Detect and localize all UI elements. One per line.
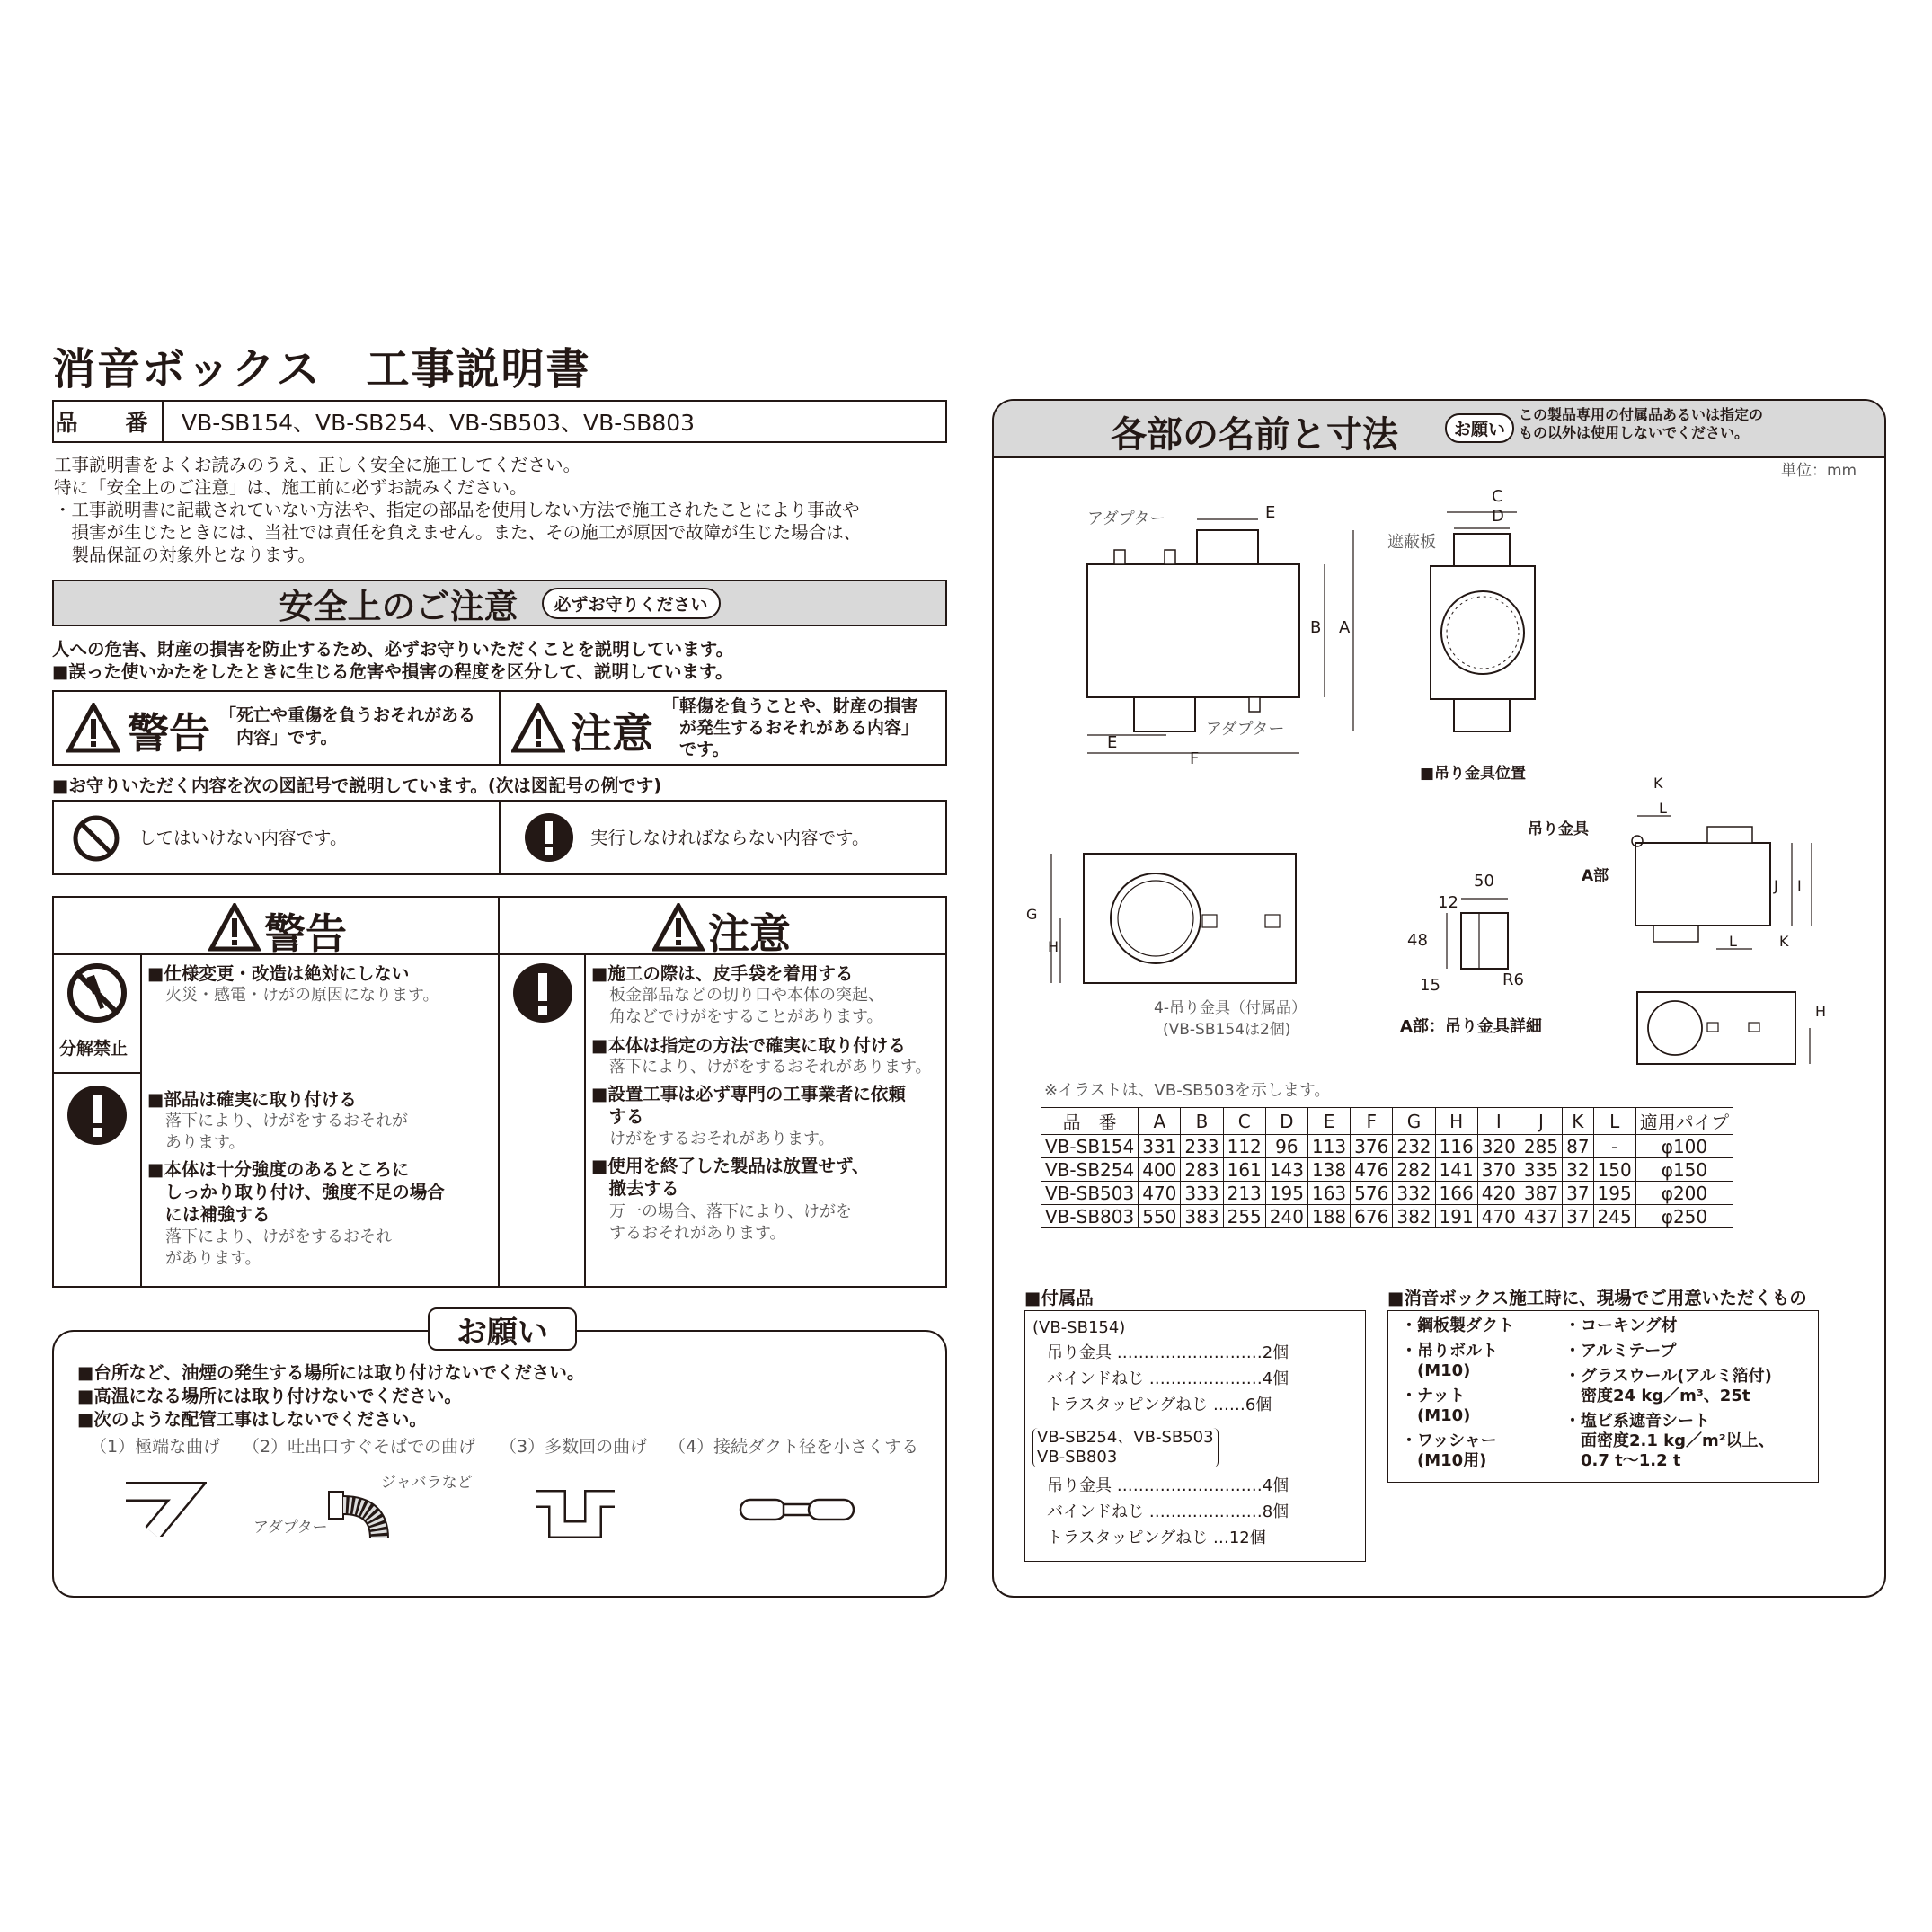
dim-f: F — [1190, 749, 1200, 768]
dim-e-bottom: E — [1107, 733, 1118, 752]
caution-2-desc: 落下により、けがをするおそれがあります。 — [609, 1058, 932, 1077]
adapter-label: アダプター — [253, 1519, 328, 1537]
dim-k-bottom: K — [1779, 933, 1789, 950]
warning-2-desc: 落下により、けがをするおそれが あります。 — [165, 1112, 408, 1152]
table-cell: 255 — [1223, 1205, 1265, 1228]
mandatory-desc: 実行しなければならない内容です。 — [590, 828, 870, 848]
table-cell: 333 — [1181, 1182, 1223, 1205]
warning-head — [54, 898, 500, 958]
mandatory-icon — [512, 962, 573, 1024]
warning-legend — [54, 692, 501, 764]
intro-text — [54, 454, 861, 566]
shield-label: 遮蔽板 — [1387, 533, 1436, 552]
a-part-label: A部 — [1582, 867, 1609, 885]
table-cell: 240 — [1265, 1205, 1307, 1228]
caution-legend-label: 注意 — [571, 709, 653, 758]
accessory-item: 吊り金具 ………………………4個 — [1047, 1476, 1289, 1495]
table-cell: 166 — [1435, 1182, 1477, 1205]
safety-line-2: ■誤った使いかたをしたときに生じる危害や損害の程度を区分して、説明しています。 — [52, 661, 733, 682]
safety-heading-bar — [52, 580, 947, 626]
table-cell: 470 — [1139, 1182, 1181, 1205]
table-header-cell: F — [1351, 1108, 1393, 1135]
table-cell: 382 — [1393, 1205, 1435, 1228]
table-header-row — [1041, 1108, 1733, 1135]
caution-3-title: ■設置工事は必ず専門の工事業者に依頼 する — [591, 1084, 906, 1127]
table-cell: 285 — [1520, 1135, 1562, 1158]
dim-i: I — [1797, 877, 1802, 894]
accessory-item: バインドねじ …………………8個 — [1047, 1502, 1289, 1521]
table-header-cell: C — [1223, 1108, 1265, 1135]
illustration-note: ※イラストは、VB-SB503を示します。 — [1044, 1081, 1331, 1100]
table-header-cell: B — [1181, 1108, 1223, 1135]
onsite-box — [1387, 1310, 1819, 1483]
dim-d: D — [1492, 507, 1504, 526]
table-cell: 232 — [1393, 1135, 1435, 1158]
table-cell: φ200 — [1635, 1182, 1733, 1205]
table-cell: 400 — [1139, 1158, 1181, 1182]
table-cell: 550 — [1139, 1205, 1181, 1228]
reduced-duct-illustration — [739, 1497, 855, 1524]
caution-legend-desc: 「軽傷を負うことや、財産の損害 が発生するおそれがある内容」 です。 — [662, 696, 919, 759]
onsite-item: ・グラスウール(アルミ箔付) 密度24 kg／m³、25t — [1564, 1367, 1772, 1405]
warning-caution-table — [52, 896, 947, 1288]
accessory-item: トラスタッピングねじ …12個 — [1047, 1529, 1266, 1547]
table-cell: 138 — [1307, 1158, 1350, 1182]
accessories-box — [1024, 1310, 1366, 1562]
dim-j: J — [1774, 877, 1778, 894]
top-view-drawing — [1024, 845, 1312, 988]
table-header-cell: H — [1435, 1108, 1477, 1135]
accessory-item: バインドねじ …………………4個 — [1047, 1369, 1289, 1388]
request-line: ■台所など、油煙の発生する場所には取り付けないでください。 — [77, 1362, 585, 1383]
dim-h: H — [1048, 938, 1059, 955]
mandatory-icon — [524, 812, 574, 863]
table-cell: 476 — [1351, 1158, 1393, 1182]
table-cell: 191 — [1435, 1205, 1477, 1228]
table-cell: 233 — [1181, 1135, 1223, 1158]
table-header-cell: J — [1520, 1108, 1562, 1135]
severity-legend — [52, 690, 947, 766]
onsite-heading: ■消音ボックス施工時に、現場でご用意いただくもの — [1387, 1288, 1807, 1308]
disassembly-label: 分解禁止 — [59, 1039, 129, 1059]
table-cell: 437 — [1520, 1205, 1562, 1228]
table-header-cell: 品 番 — [1041, 1108, 1139, 1135]
table-cell: 188 — [1307, 1205, 1350, 1228]
table-header-cell: D — [1265, 1108, 1307, 1135]
product-number-value: VB-SB154、VB-SB254、VB-SB503、VB-SB803 — [182, 410, 696, 436]
detail-dim-12: 12 — [1438, 893, 1458, 912]
warning-legend-label: 警告 — [128, 709, 210, 758]
symbol-intro: ■お守りいただく内容を次の図記号で説明しています。(次は図記号の例です) — [52, 775, 662, 796]
dimension-table — [1041, 1107, 1733, 1228]
table-row — [1041, 1158, 1733, 1182]
table-header-cell: K — [1563, 1108, 1593, 1135]
table-cell: 470 — [1477, 1205, 1520, 1228]
caution-3-desc: けがをするおそれがあります。 — [609, 1130, 835, 1148]
request-line: ■次のような配管工事はしないでください。 — [77, 1409, 427, 1430]
table-header-cell: G — [1393, 1108, 1435, 1135]
table-cell: 331 — [1139, 1135, 1181, 1158]
detail-dim-15: 15 — [1420, 976, 1440, 995]
case-4-label: （4）接続ダクト径を小さくする — [669, 1437, 919, 1457]
request-badge: お願い — [1445, 413, 1514, 443]
table-cell: 112 — [1223, 1135, 1265, 1158]
warning-1-desc: 火災・感電・けがの原因になります。 — [165, 986, 439, 1005]
hanger4-note: (VB-SB154は2個) — [1163, 1021, 1291, 1039]
table-cell: 282 — [1393, 1158, 1435, 1182]
case-1-label: （1）極端な曲げ — [90, 1437, 221, 1457]
intro-line: 製品保証の対象外となります。 — [54, 545, 315, 565]
table-header-cell: A — [1139, 1108, 1181, 1135]
table-cell: 283 — [1181, 1158, 1223, 1182]
warning-1-title: ■仕様変更・改造は絶対にしない — [147, 963, 410, 984]
adapter-bottom-label: アダプター — [1206, 720, 1285, 739]
dim-b: B — [1310, 618, 1322, 637]
table-cell: VB-SB254 — [1041, 1158, 1139, 1182]
table-cell: VB-SB803 — [1041, 1205, 1139, 1228]
table-cell: 332 — [1393, 1182, 1435, 1205]
table-cell: 420 — [1477, 1182, 1520, 1205]
accessories-group1-label: (VB-SB154) — [1032, 1318, 1126, 1337]
dim-l-top: L — [1659, 800, 1667, 817]
case-2-label: （2）吐出口すぐそばでの曲げ — [243, 1437, 476, 1457]
table-cell: φ100 — [1635, 1135, 1733, 1158]
table-cell: 383 — [1181, 1205, 1223, 1228]
dim-a: A — [1339, 618, 1351, 637]
prohibit-legend — [54, 802, 501, 873]
detail-dim-r6: R6 — [1502, 970, 1524, 989]
table-cell: 576 — [1351, 1182, 1393, 1205]
onsite-item: ・コーキング材 — [1564, 1316, 1678, 1335]
onsite-item: ・アルミテープ — [1564, 1342, 1677, 1360]
safety-line-1: 人への危害、財産の損害を防止するため、必ずお守りいただくことを説明しています。 — [52, 639, 734, 660]
warning-head-label: 警告 — [264, 909, 347, 958]
onsite-item: ・鋼板製ダクト — [1401, 1316, 1514, 1335]
table-cell: 113 — [1307, 1135, 1350, 1158]
warning-legend-desc: 「死亡や重傷を負うおそれがある 内容」です。 — [219, 705, 476, 748]
table-cell: 676 — [1351, 1205, 1393, 1228]
accessories-group2-label: VB-SB254、VB-SB503 VB-SB803 — [1032, 1428, 1219, 1467]
intro-line: 工事説明書をよくお読みのうえ、正しく安全に施工してください。 — [54, 455, 581, 475]
intro-line: ・工事説明書に記載されていない方法や、指定の部品を使用しない方法で施工されたことにより事故や — [54, 500, 860, 520]
dim-h-small: H — [1815, 1003, 1827, 1020]
table-cell: 320 — [1477, 1135, 1520, 1158]
parts-note: この製品専用の付属品あるいは指定の もの以外は使用しないでください。 — [1519, 406, 1764, 441]
table-cell: 245 — [1593, 1205, 1635, 1228]
no-disassembly-icon — [66, 962, 128, 1024]
warning-3-title: ■本体は十分強度のあるところに しっかり取り付け、強度不足の場合 には補強する — [147, 1159, 445, 1225]
table-cell: 213 — [1223, 1182, 1265, 1205]
adapter-top-label: アダプター — [1087, 510, 1166, 528]
detail-dim-48: 48 — [1407, 931, 1428, 950]
caution-2-title: ■本体は指定の方法で確実に取り付ける — [591, 1035, 906, 1056]
table-row — [1041, 1205, 1733, 1228]
onsite-item: ・ナット (M10) — [1401, 1387, 1471, 1425]
table-cell: 143 — [1265, 1158, 1307, 1182]
product-number-box — [52, 400, 947, 443]
onsite-item: ・塩ビ系遮音シート 面密度2.1 kg／m²以上、 0.7 t～1.2 t — [1564, 1412, 1775, 1470]
table-header-cell: L — [1593, 1108, 1635, 1135]
dim-k-top: K — [1653, 775, 1663, 792]
onsite-item: ・ワッシャー (M10用) — [1401, 1431, 1497, 1470]
page-title: 消音ボックス 工事説明書 — [52, 344, 591, 394]
onsite-item: ・吊りボルト (M10) — [1401, 1342, 1498, 1380]
table-cell: 150 — [1593, 1158, 1635, 1182]
table-cell: φ250 — [1635, 1205, 1733, 1228]
hanger4-label: 4-吊り金具（付属品） — [1154, 999, 1307, 1017]
sharp-bend-duct-illustration — [117, 1474, 207, 1537]
accessory-item: トラスタッピングねじ ……6個 — [1047, 1396, 1272, 1414]
dim-g: G — [1026, 906, 1038, 923]
mandatory-icon — [66, 1085, 128, 1146]
caution-triangle-icon — [511, 703, 565, 753]
mandatory-legend — [501, 802, 947, 873]
hanger-position-label: ■吊り金具位置 — [1420, 765, 1527, 783]
symbol-legend — [52, 800, 947, 875]
table-cell: φ150 — [1635, 1158, 1733, 1182]
parts-heading: 各部の名前と寸法 — [1111, 414, 1398, 456]
table-cell: 161 — [1223, 1158, 1265, 1182]
table-cell: 37 — [1563, 1182, 1593, 1205]
caution-1-desc: 板金部品などの切り口や本体の突起、 角などでけがをすることがあります。 — [609, 986, 884, 1026]
caution-legend — [501, 692, 947, 764]
table-cell: 87 — [1563, 1135, 1593, 1158]
case-3-label: （3）多数回の曲げ — [500, 1437, 648, 1457]
table-header-cell: E — [1307, 1108, 1350, 1135]
table-cell: 141 — [1435, 1158, 1477, 1182]
table-cell: 32 — [1563, 1158, 1593, 1182]
table-cell: 195 — [1593, 1182, 1635, 1205]
detail-label: A部：吊り金具詳細 — [1400, 1017, 1542, 1036]
table-cell: 335 — [1520, 1158, 1562, 1182]
prohibit-icon — [72, 814, 120, 863]
accessory-item: 吊り金具 ………………………2個 — [1047, 1343, 1289, 1362]
dim-e-top: E — [1265, 503, 1276, 522]
table-cell: 96 — [1265, 1135, 1307, 1158]
intro-line: 特に「安全上のご注意」は、施工前に必ずお読みください。 — [54, 477, 527, 498]
table-cell: VB-SB154 — [1041, 1135, 1139, 1158]
caution-head — [500, 898, 945, 958]
jabara-label: ジャバラなど — [381, 1474, 473, 1492]
request-heading: お願い — [428, 1307, 577, 1351]
caution-1-title: ■施工の際は、皮手袋を着用する — [591, 963, 854, 984]
dim-l-bottom: L — [1729, 933, 1737, 950]
warning-triangle-icon — [208, 903, 261, 952]
request-line: ■高温になる場所には取り付けないでください。 — [77, 1386, 462, 1406]
table-cell: 163 — [1307, 1182, 1350, 1205]
bottom-view-drawing — [1632, 987, 1839, 1069]
table-cell: 37 — [1563, 1205, 1593, 1228]
unit-label: 単位：mm — [1781, 462, 1857, 480]
table-cell: 116 — [1435, 1135, 1477, 1158]
table-cell: 370 — [1477, 1158, 1520, 1182]
table-cell: 376 — [1351, 1135, 1393, 1158]
caution-triangle-icon — [652, 903, 705, 952]
dim-c: C — [1492, 487, 1503, 506]
parts-header — [994, 401, 1884, 458]
table-cell: 195 — [1265, 1182, 1307, 1205]
intro-line: 損害が生じたときには、当社では責任を負えません。また、その施工が原因で故障が生じた場合は、 — [54, 522, 862, 543]
table-cell: 387 — [1520, 1182, 1562, 1205]
product-number-label: 品 番 — [54, 402, 164, 441]
warning-2-title: ■部品は確実に取り付ける — [147, 1089, 357, 1110]
accessories-heading: ■付属品 — [1024, 1288, 1094, 1308]
warning-triangle-icon — [66, 703, 120, 753]
table-cell: - — [1593, 1135, 1635, 1158]
hanger-label: 吊り金具 — [1528, 820, 1589, 838]
caution-head-label: 注意 — [708, 909, 791, 958]
must-follow-badge: 必ずお守りください — [542, 588, 721, 619]
safety-heading: 安全上のご注意 — [279, 586, 518, 626]
table-header-cell: 適用パイプ — [1635, 1108, 1733, 1135]
prohibit-desc: してはいけない内容です。 — [138, 828, 348, 848]
table-row — [1041, 1182, 1733, 1205]
multiple-bends-illustration — [530, 1483, 620, 1540]
table-header-cell: I — [1477, 1108, 1520, 1135]
caution-4-title: ■使用を終了した製品は放置せず、 撤去する — [591, 1156, 870, 1199]
table-row — [1041, 1135, 1733, 1158]
hanger-position-drawing — [1617, 791, 1833, 962]
detail-dim-50: 50 — [1474, 872, 1494, 891]
table-cell: VB-SB503 — [1041, 1182, 1139, 1205]
warning-3-desc: 落下により、けがをするおそれ があります。 — [165, 1227, 392, 1268]
caution-4-desc: 万一の場合、落下により、けがを するおそれがあります。 — [609, 1202, 852, 1243]
